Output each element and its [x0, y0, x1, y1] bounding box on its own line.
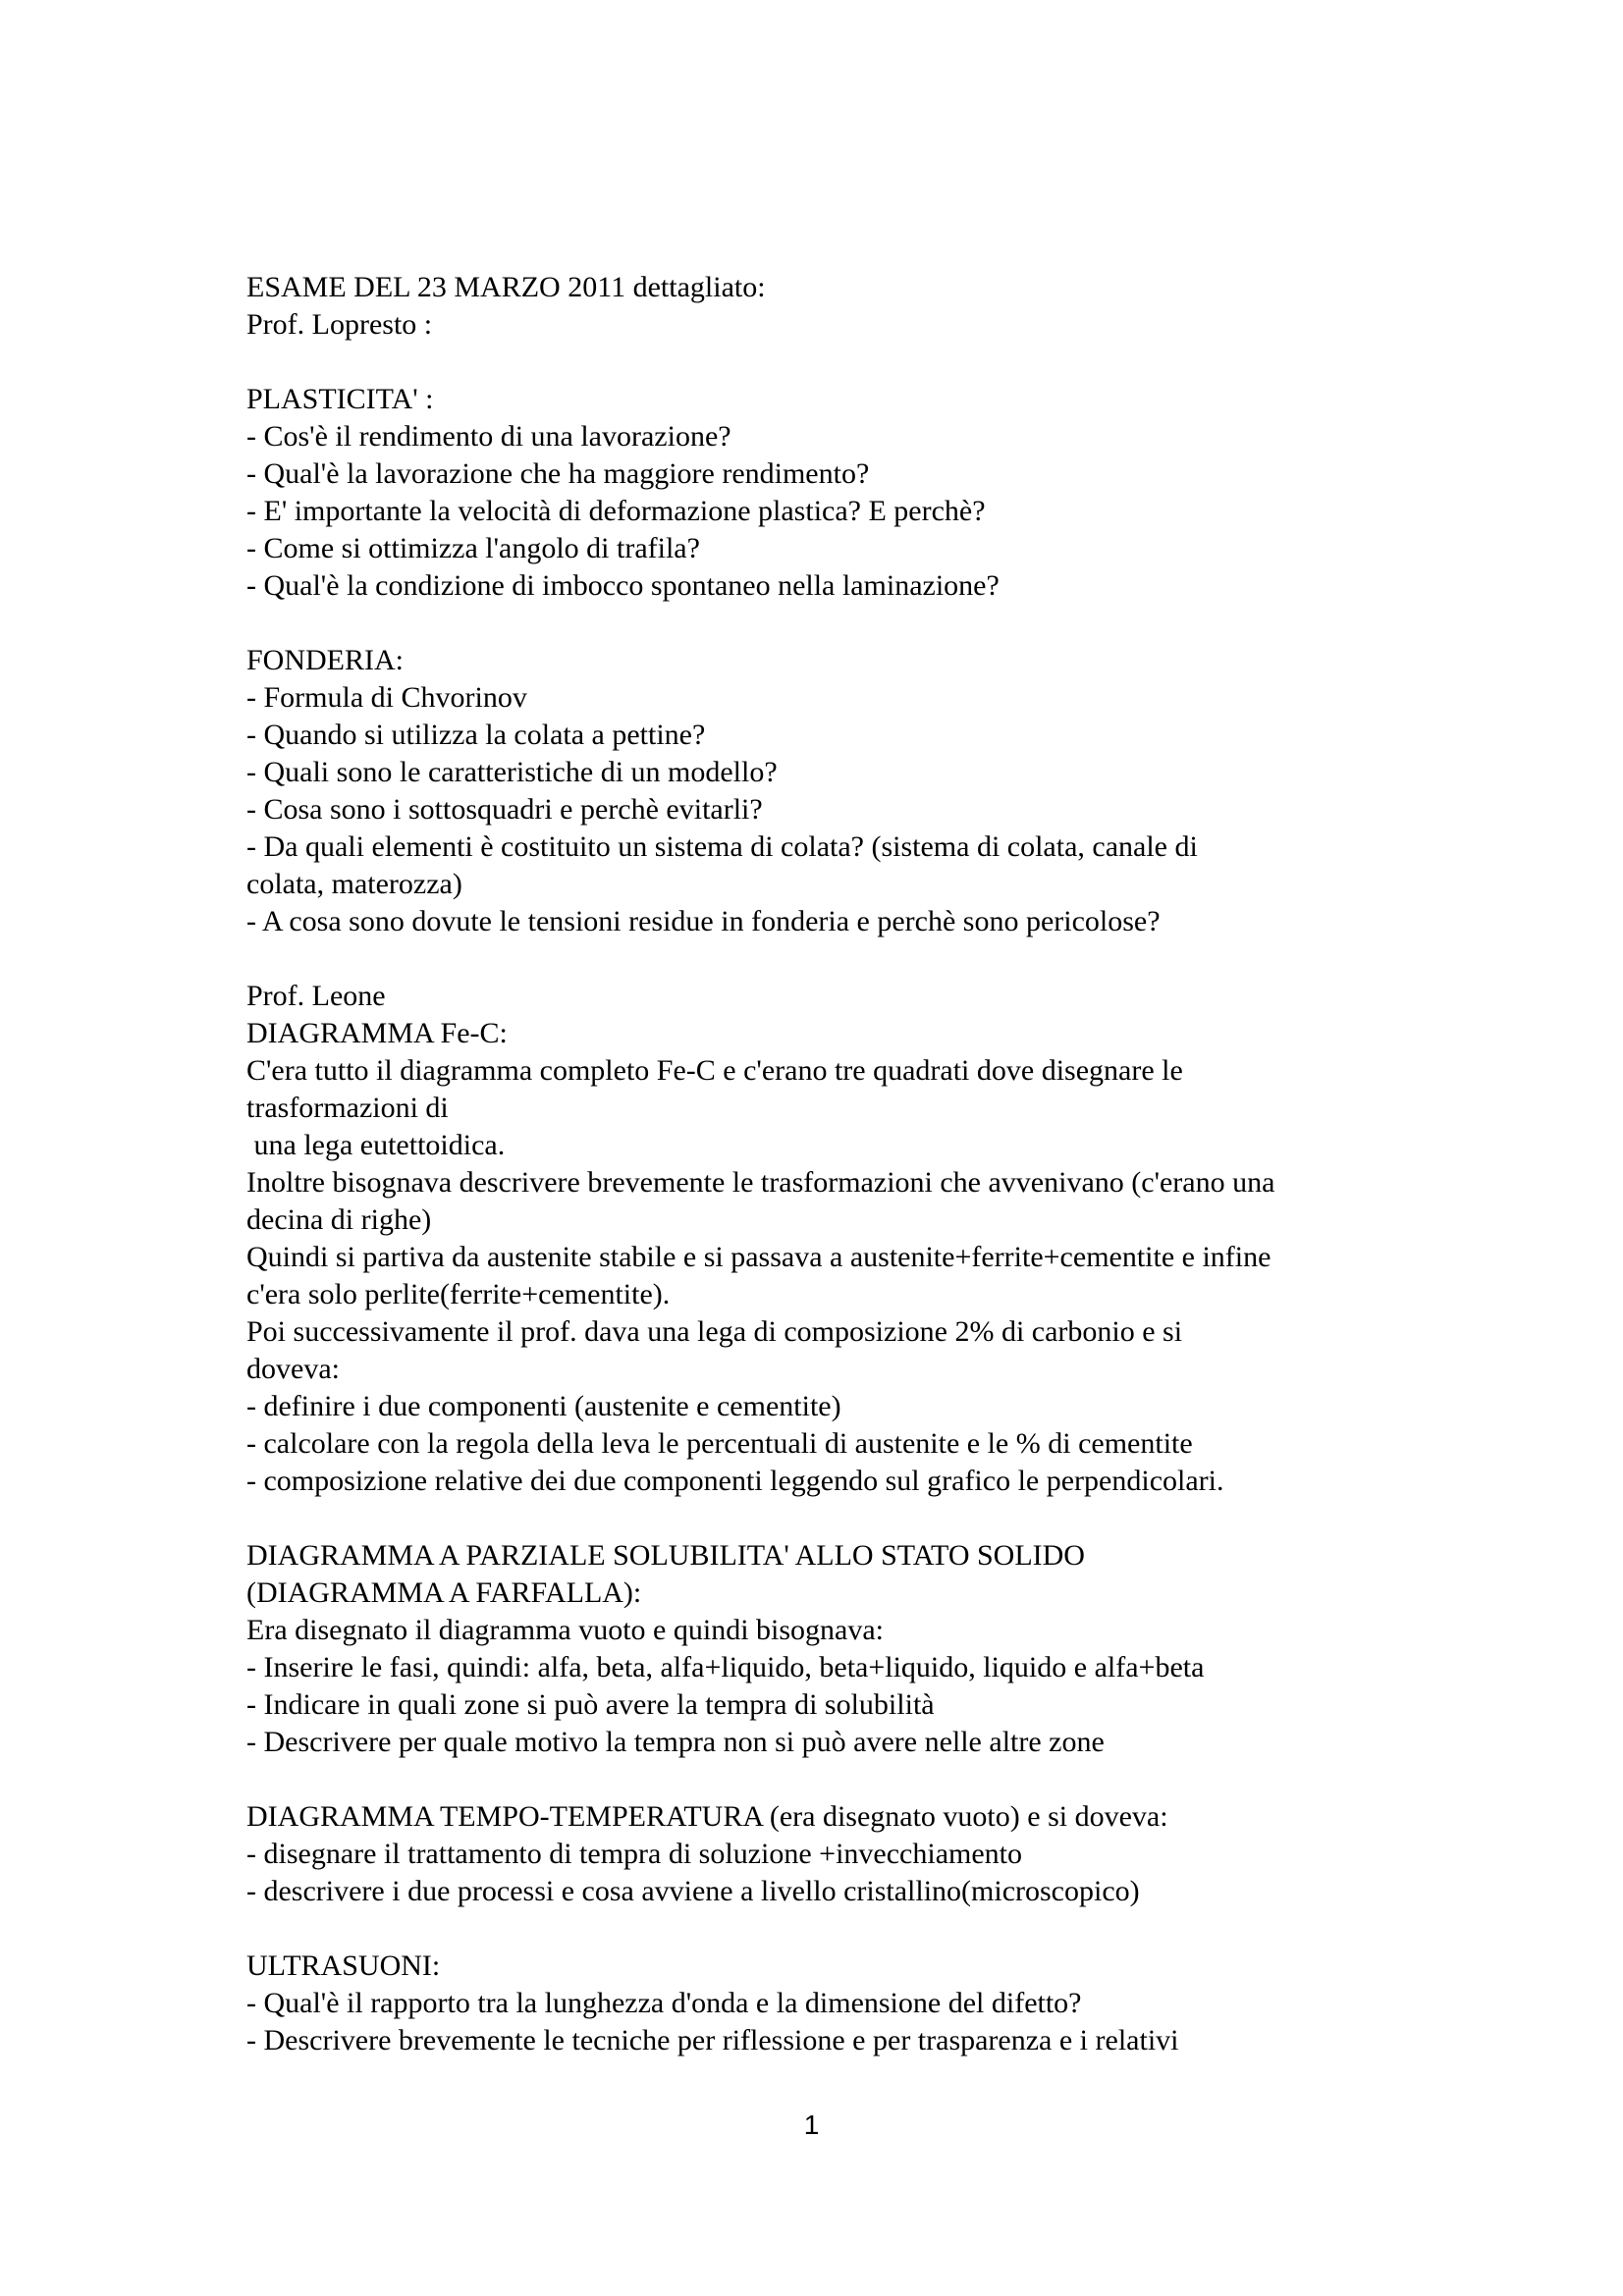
list-item: - Inserire le fasi, quindi: alfa, beta, alfa+liquido, beta+liquido, liquido e alfa+beta	[246, 1651, 1205, 1683]
list-item: - definire i due componenti (austenite e cementite)	[246, 1390, 841, 1422]
paragraph-line: una lega eutettoidica.	[246, 1129, 506, 1161]
list-item: - Qual'è la lavorazione che ha maggiore rendimento?	[246, 457, 870, 490]
section-heading-diagramma-fec: DIAGRAMMA Fe-C:	[246, 1017, 508, 1049]
list-item: - disegnare il trattamento di tempra di soluzione +invecchiamento	[246, 1838, 1022, 1870]
paragraph-line: trasformazioni di	[246, 1092, 449, 1124]
list-item: - Formula di Chvorinov	[246, 681, 527, 714]
paragraph-line: decina di righe)	[246, 1203, 432, 1236]
list-item: - Descrivere per quale motivo la tempra non si può avere nelle altre zone	[246, 1726, 1105, 1758]
page-number: 1	[803, 2109, 820, 2140]
list-item: - Quando si utilizza la colata a pettine?	[246, 719, 706, 751]
professor-lopresto: Prof. Lopresto :	[246, 308, 433, 341]
document-body	[246, 269, 1385, 2059]
paragraph-line: Inoltre bisognava descrivere brevemente le trasformazioni che avvenivano (c'erano una	[246, 1166, 1275, 1199]
section-heading-plasticita: PLASTICITA' :	[246, 383, 434, 415]
spacer	[246, 344, 1385, 381]
section-heading-diagramma-farfalla: DIAGRAMMA A PARZIALE SOLUBILITA' ALLO STATO SOLIDO	[246, 1539, 1085, 1572]
list-item: - Cosa sono i sottosquadri e perchè evitarli?	[246, 793, 763, 826]
list-item: - A cosa sono dovute le tensioni residue in fonderia e perchè sono pericolose?	[246, 905, 1161, 937]
list-item: - Cos'è il rendimento di una lavorazione?	[246, 420, 731, 453]
spacer	[246, 940, 1385, 978]
paragraph-line: Era disegnato il diagramma vuoto e quindi bisognava:	[246, 1614, 885, 1646]
paragraph-line: C'era tutto il diagramma completo Fe-C e c'erano tre quadrati dove disegnare le	[246, 1054, 1183, 1087]
section-heading-diagramma-farfalla-sub: (DIAGRAMMA A FARFALLA):	[246, 1576, 642, 1609]
paragraph-line: doveva:	[246, 1353, 340, 1385]
section-heading-fonderia: FONDERIA:	[246, 644, 405, 676]
paragraph-line: Quindi si partiva da austenite stabile e si passava a austenite+ferrite+cementite e infine	[246, 1241, 1271, 1273]
list-item: colata, materozza)	[246, 868, 462, 900]
section-heading-diagramma-tempo: DIAGRAMMA TEMPO-TEMPERATURA (era disegnato vuoto) e si doveva:	[246, 1800, 1168, 1833]
paragraph-line: Poi successivamente il prof. dava una lega di composizione 2% di carbonio e si	[246, 1315, 1183, 1348]
spacer	[246, 1761, 1385, 1798]
spacer	[246, 1500, 1385, 1537]
paragraph-line: c'era solo perlite(ferrite+cementite).	[246, 1278, 671, 1310]
list-item: - Indicare in quali zone si può avere la tempra di solubilità	[246, 1688, 935, 1721]
list-item: - Qual'è la condizione di imbocco spontaneo nella laminazione?	[246, 569, 1000, 602]
list-item: - Qual'è il rapporto tra la lunghezza d'onda e la dimensione del difetto?	[246, 1987, 1082, 2019]
list-item: - descrivere i due processi e cosa avviene a livello cristallino(microscopico)	[246, 1875, 1140, 1907]
list-item: - E' importante la velocità di deformazione plastica? E perchè?	[246, 495, 986, 527]
list-item: - calcolare con la regola della leva le percentuali di austenite e le % di cementite	[246, 1427, 1193, 1460]
list-item: - Descrivere brevemente le tecniche per riflessione e per trasparenza e i relativi	[246, 2024, 1179, 2056]
spacer	[246, 1910, 1385, 1948]
spacer	[246, 605, 1385, 642]
list-item: - composizione relative dei due componenti leggendo sul grafico le perpendicolari.	[246, 1465, 1224, 1497]
document-title: ESAME DEL 23 MARZO 2011 dettagliato:	[246, 271, 766, 303]
section-heading-ultrasuoni: ULTRASUONI:	[246, 1949, 441, 1982]
list-item: - Come si ottimizza l'angolo di trafila?	[246, 532, 700, 564]
list-item: - Quali sono le caratteristiche di un modello?	[246, 756, 778, 788]
professor-leone: Prof. Leone	[246, 980, 386, 1012]
list-item: - Da quali elementi è costituito un sistema di colata? (sistema di colata, canale di	[246, 830, 1198, 863]
